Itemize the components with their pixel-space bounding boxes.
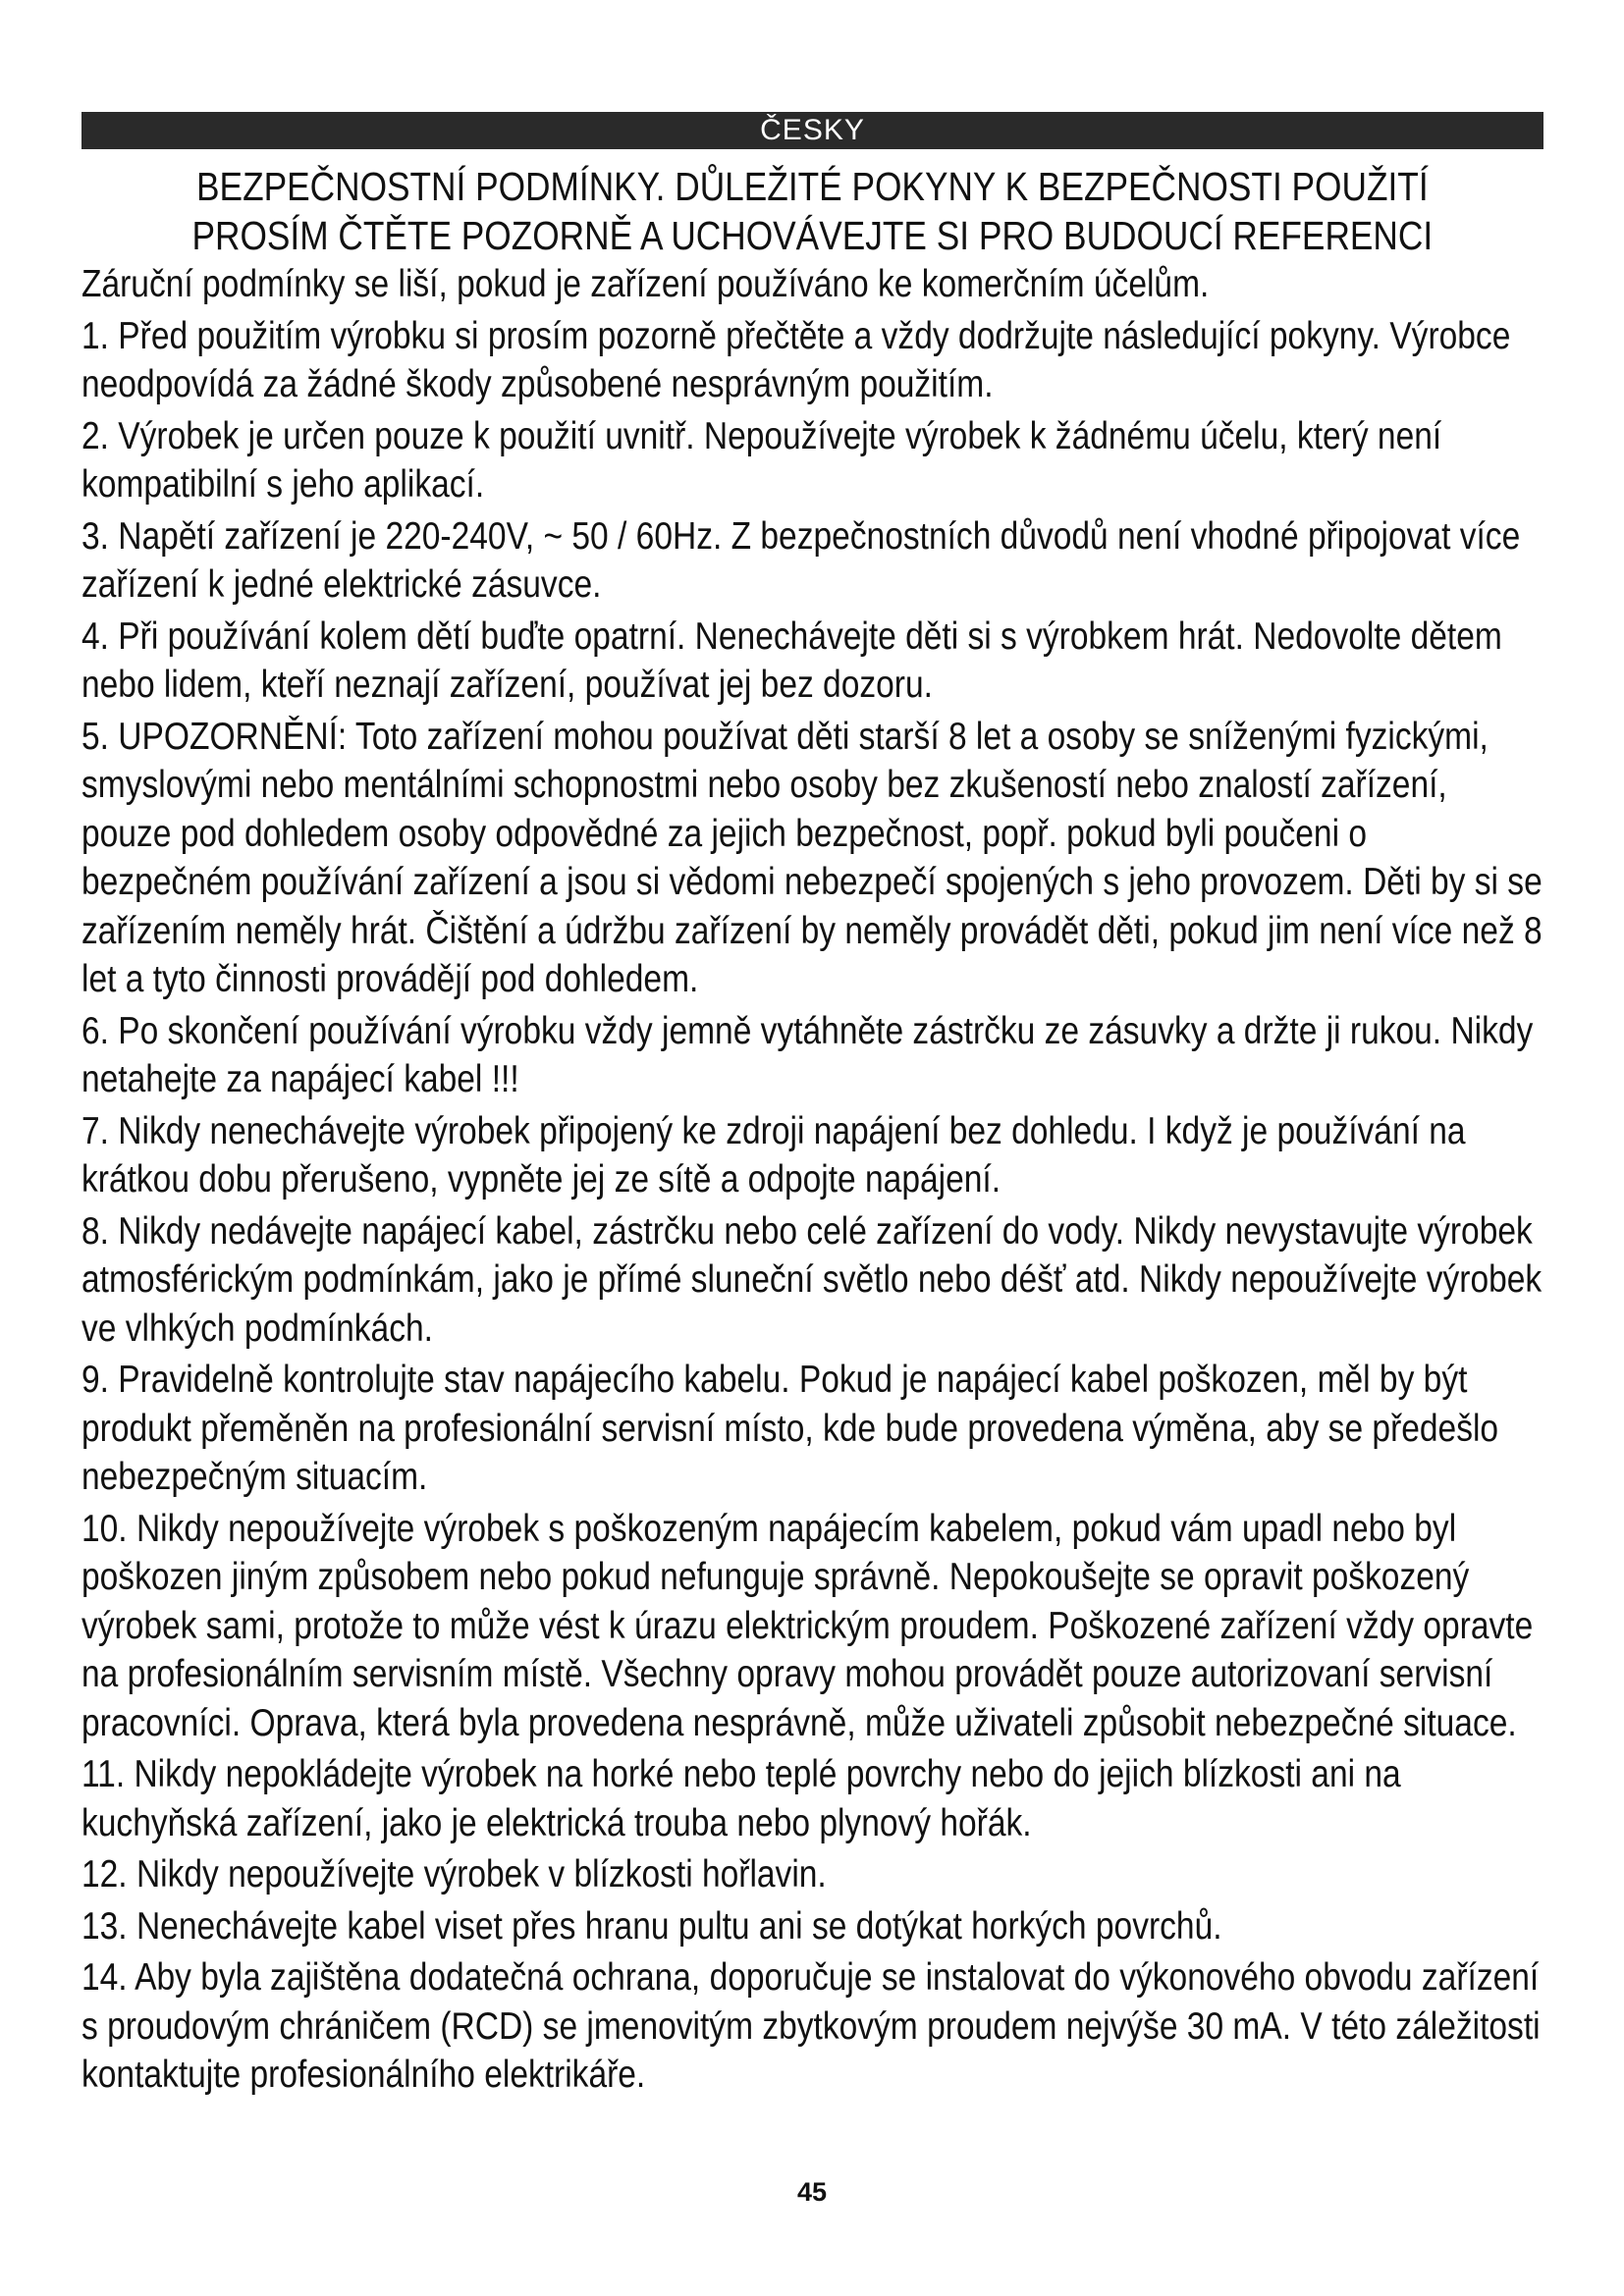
- title-line-1: BEZPEČNOSTNÍ PODMÍNKY. DŮLEŽITÉ POKYNY K BEZPEČNOSTI POUŽITÍ: [196, 164, 1429, 209]
- instruction-item: 5. UPOZORNĚNÍ: Toto zařízení mohou používat děti starší 8 let a osoby se sníženými fyzickými, smyslovými nebo mentálními schopnostmi nebo osoby bez zkušeností nebo znalostí zařízení, pouze pod dohledem osoby odpovědné za jejich bezpečnost, popř. pokud byli poučeni o bezpečném používání zařízení a jsou si vědomi nebezpečí spojených s jeho provozem. Děti by si se zařízením neměly hrát. Čištění a údržbu zařízení by neměly provádět děti, pokud jim není více než 8 let a tyto činnosti provádějí pod dohledem.: [81, 715, 1543, 1000]
- title-line-2: PROSÍM ČTĚTE POZORNĚ A UCHOVÁVEJTE SI PRO BUDOUCÍ REFERENCI: [191, 213, 1434, 258]
- instruction-item: 9. Pravidelně kontrolujte stav napájecího kabelu. Pokud je napájecí kabel poškozen, měl by být produkt přeměněn na profesionální servisní místo, kde bude provedena výměna, aby se předešlo nebezpečným situacím.: [81, 1359, 1499, 1498]
- instruction-item: 6. Po skončení používání výrobku vždy jemně vytáhněte zástrčku ze zásuvky a držte ji rukou. Nikdy netahejte za napájecí kabel !!!: [81, 1009, 1534, 1100]
- warranty-note: Záruční podmínky se liší, pokud je zařízení používáno ke komerčním účelům.: [81, 263, 1210, 305]
- page-number: 45: [796, 2177, 828, 2207]
- instruction-item: 14. Aby byla zajištěna dodatečná ochrana, doporučuje se instalovat do výkonového obvodu zařízení s proudovým chráničem (RCD) se jmenovitým zbytkovým proudem nejvýše 30 mA. V této záležitosti kontaktujte profesionálního elektrikáře.: [81, 1956, 1541, 2096]
- instruction-item: 10. Nikdy nepoužívejte výrobek s poškozeným napájecím kabelem, pokud vám upadl nebo byl poškozen jiným způsobem nebo pokud nefunguje správně. Nepokoušejte se opravit poškozený výrobek sami, protože to může vést k úrazu elektrickým proudem. Poškozené zařízení vždy opravte na profesionálním servisním místě. Všechny opravy mohou provádět pouze autorizovaní servisní pracovníci. Oprava, která byla provedena nesprávně, může uživateli způsobit nebezpečné situace.: [81, 1507, 1534, 1744]
- document-body: [81, 162, 1543, 2103]
- language-header-bar: [81, 112, 1543, 149]
- instruction-item: 11. Nikdy nepokládejte výrobek na horké nebo teplé povrchy nebo do jejich blízkosti ani na kuchyňská zařízení, jako je elektrická trouba nebo plynový hořák.: [81, 1753, 1401, 1844]
- instruction-item: 8. Nikdy nedávejte napájecí kabel, zástrčku nebo celé zařízení do vody. Nikdy nevystavujte výrobek atmosférickým podmínkám, jako je přímé sluneční světlo nebo déšť atd. Nikdy nepoužívejte výrobek ve vlhkých podmínkách.: [81, 1209, 1543, 1350]
- language-label: ČESKY: [760, 114, 865, 146]
- instruction-item: 12. Nikdy nepoužívejte výrobek v blízkosti hořlavin.: [81, 1853, 827, 1896]
- instruction-item: 2. Výrobek je určen pouze k použití uvnitř. Nepoužívejte výrobek k žádnému účelu, který není kompatibilní s jeho aplikací.: [81, 414, 1442, 506]
- instruction-item: 1. Před použitím výrobku si prosím pozorně přečtěte a vždy dodržujte následující pokyny. Výrobce neodpovídá za žádné škody způsobené nesprávným použitím.: [81, 314, 1511, 405]
- instruction-item: 13. Nenechávejte kabel viset přes hranu pultu ani se dotýkat horkých povrchů.: [81, 1904, 1222, 1948]
- instruction-item: 3. Napětí zařízení je 220-240V, ~ 50 / 60Hz. Z bezpečnostních důvodů není vhodné připojovat více zařízení k jedné elektrické zásuvce.: [81, 514, 1521, 606]
- instruction-item: 7. Nikdy nenechávejte výrobek připojený ke zdroji napájení bez dohledu. I když je používání na krátkou dobu přerušeno, vypněte jej ze sítě a odpojte napájení.: [81, 1109, 1466, 1201]
- instruction-item: 4. Při používání kolem dětí buďte opatrní. Nenechávejte děti si s výrobkem hrát. Nedovolte dětem nebo lidem, kteří neznají zařízení, používat jej bez dozoru.: [81, 614, 1502, 706]
